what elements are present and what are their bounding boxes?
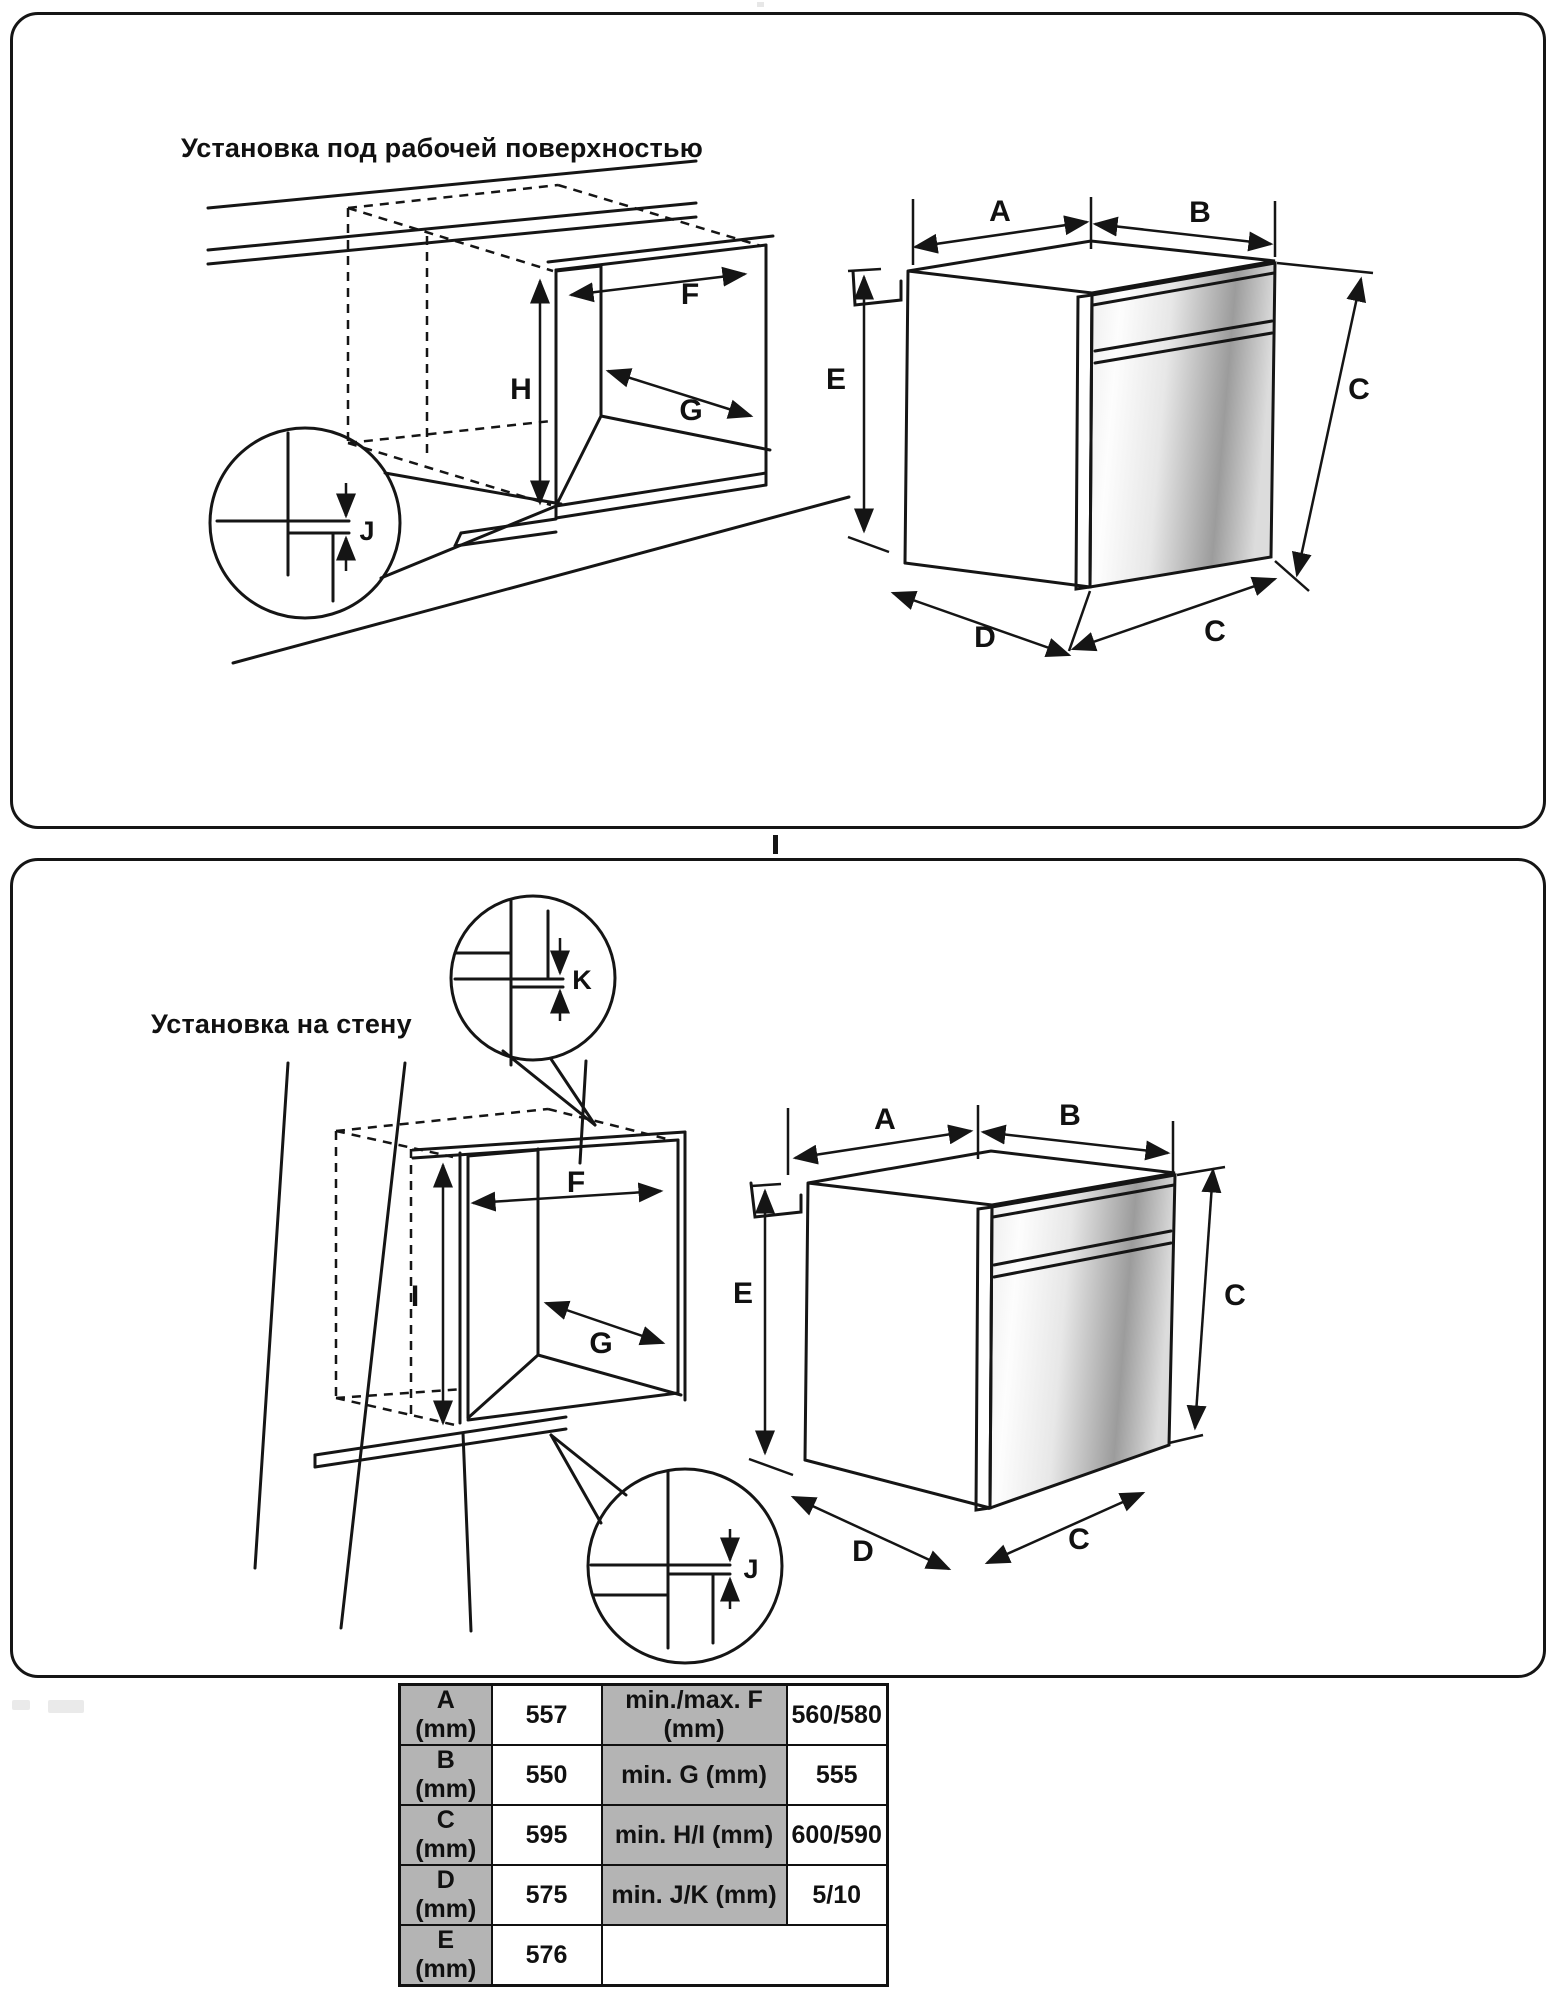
under-worktop-diagram: [13, 15, 1543, 826]
dim-arrow-b: [1095, 196, 1275, 257]
oven-isometric: [751, 1151, 1175, 1510]
dim-label-c: C: [1348, 373, 1370, 406]
dim-label-b: B: [1189, 196, 1211, 229]
table-cell-value: 600/590: [787, 1805, 888, 1865]
dim-arrow-a: [788, 1103, 978, 1175]
table-cell-empty: [602, 1925, 888, 1986]
cabinet-notch: [853, 271, 901, 305]
dim-label-f: F: [680, 278, 700, 311]
dim-arrow-d: [793, 1497, 949, 1569]
oven-door: [1090, 263, 1275, 587]
scan-smudge: [48, 1700, 84, 1713]
worktop-lines: [208, 161, 696, 264]
dim-label-e: E: [732, 1277, 754, 1310]
niche-frame: [315, 1132, 685, 1467]
table-cell-value: 550: [492, 1745, 602, 1805]
oven-door-edge: [1076, 295, 1092, 589]
table-cell-value: 555: [787, 1745, 888, 1805]
dim-arrow-d: [893, 593, 1069, 655]
dim-label-a: A: [989, 195, 1011, 228]
dim-arrow-f: [571, 274, 745, 311]
table-cell-value: 575: [492, 1865, 602, 1925]
dim-arrow-c-right: [1169, 1167, 1246, 1443]
dim-label-k: K: [572, 965, 592, 995]
table-row: [400, 1805, 888, 1865]
oven-door-edge: [976, 1207, 992, 1510]
panel1-title: Установка под рабочей поверхностью: [181, 133, 704, 163]
table-cell-label: D (mm): [400, 1865, 492, 1925]
page-separator-tick: [773, 835, 778, 854]
dim-arrow-e: [826, 269, 889, 552]
detail-circle-k: [451, 896, 615, 1125]
wall-lines: [255, 1061, 586, 1631]
dim-label-j: J: [359, 516, 375, 546]
dim-label-f: F: [566, 1166, 586, 1199]
dim-label-a: A: [874, 1103, 896, 1136]
scan-smudge: [12, 1700, 30, 1710]
table-row: [400, 1745, 888, 1805]
dim-label-d: D: [974, 621, 996, 654]
table-cell-value: 557: [492, 1685, 602, 1746]
table-cell-label: B (mm): [400, 1745, 492, 1805]
panel2-title: Установка на стену: [151, 1009, 412, 1039]
table-row: [400, 1925, 888, 1986]
table-cell-value: 560/580: [787, 1685, 888, 1746]
top-edge-mark: [757, 2, 764, 7]
table-cell-label: min. H/I (mm): [602, 1805, 787, 1865]
dim-arrow-g: [546, 1303, 663, 1360]
dim-arrow-i: [411, 1165, 443, 1423]
dim-arrow-e: [733, 1184, 793, 1475]
dim-label-c: C: [1204, 615, 1226, 648]
dim-arrow-g: [608, 371, 751, 427]
niche-frame: [455, 236, 773, 546]
table-row: [400, 1865, 888, 1925]
dimensions-table: [398, 1683, 889, 1987]
dim-label-j: J: [743, 1554, 759, 1584]
table-row: [400, 1685, 888, 1746]
panel-under-worktop: [10, 12, 1546, 829]
dim-arrow-f: [473, 1166, 661, 1203]
cabinet-notch: [751, 1183, 801, 1217]
table-cell-label: min. G (mm): [602, 1745, 787, 1805]
table-cell-label: min. J/K (mm): [602, 1865, 787, 1925]
table-cell-label: A (mm): [400, 1685, 492, 1746]
table-cell-value: 595: [492, 1805, 602, 1865]
dim-label-c: C: [1224, 1279, 1246, 1312]
dim-label-d: D: [852, 1535, 874, 1568]
panel-wall-mount: [10, 858, 1546, 1678]
table-cell-value: 5/10: [787, 1865, 888, 1925]
table-cell-value: 576: [492, 1925, 602, 1986]
dim-arrow-b: [983, 1099, 1173, 1175]
dim-label-h: H: [510, 373, 532, 406]
dim-label-b: B: [1059, 1099, 1081, 1132]
dim-arrow-c-bottom: [987, 1493, 1143, 1563]
oven-door: [990, 1175, 1175, 1508]
dim-label-g: G: [679, 394, 703, 427]
dim-arrow-c-right: [1275, 263, 1373, 591]
dim-label-g: G: [589, 1327, 613, 1360]
wall-mount-diagram: [13, 861, 1543, 1675]
detail-circle-j: [551, 1435, 782, 1663]
dim-label-c: C: [1068, 1523, 1090, 1556]
table-cell-label: min./max. F (mm): [602, 1685, 787, 1746]
dim-label-e: E: [825, 363, 847, 396]
oven-isometric: [853, 241, 1275, 589]
dim-arrow-h: [510, 281, 540, 503]
table-cell-label: E (mm): [400, 1925, 492, 1986]
dim-label-i: I: [410, 1280, 420, 1313]
dim-arrow-c-bottom: [1069, 579, 1275, 651]
table-cell-label: C (mm): [400, 1805, 492, 1865]
